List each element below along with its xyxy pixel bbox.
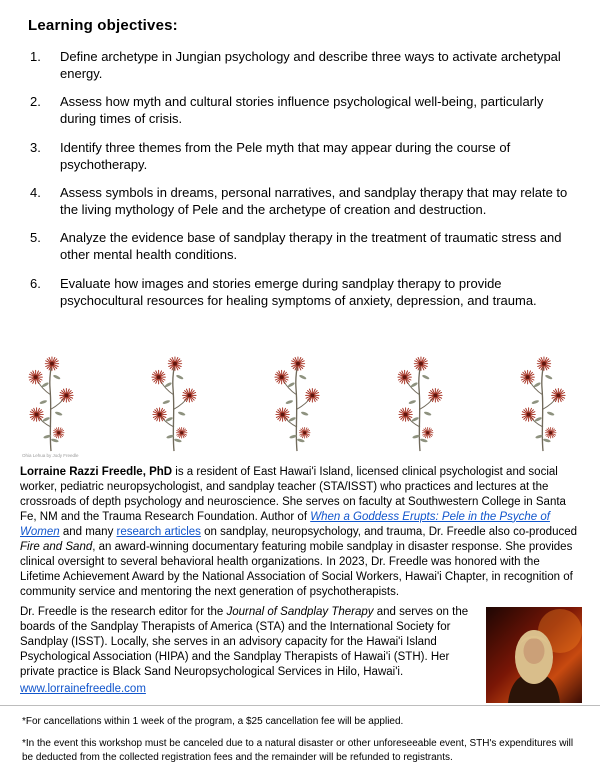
list-item [30, 229, 574, 263]
list-item-text: Evaluate how images and stories emerge during sandplay therapy to provide psychocultural resources for healing symptoms of anxiety, depression, and trauma. [60, 275, 537, 308]
list-item-text: Define archetype in Jungian psychology and describe three ways to activate archetypal energy. [60, 49, 561, 82]
lehua-flower-illustration [510, 356, 576, 452]
bio-paragraph-2-wrap [20, 605, 582, 697]
list-item-number: 2. [30, 94, 41, 110]
bio-text: , an award-winning documentary featuring mobile sandplay in disaster response. She provides clinical oversight to several behavioral health organizations. In 2023, Dr. Freedle was honored with the Lifetime Achievement Award by the National Association of Social Workers, Hawai'i Chapter, in recognition of community service and mentoring the next generation of psychotherapists. [20, 540, 573, 598]
lehua-flower-illustration [141, 356, 207, 452]
website-link[interactable]: www.lorrainefreedle.com [20, 683, 146, 696]
list-item-text: Identify three themes from the Pele myth that may appear during the course of psychotherapy. [60, 139, 511, 172]
list-item-number: 3. [30, 139, 41, 155]
bio-text: Dr. Freedle is the research editor for the [20, 606, 227, 619]
journal-title: Journal of Sandplay Therapy [226, 606, 374, 619]
lehua-flower-row [18, 352, 576, 458]
lehua-flower-illustration [264, 356, 330, 452]
bio-text: and many [59, 525, 117, 538]
list-item [30, 139, 574, 173]
lehua-flower-illustration [18, 356, 84, 452]
author-name: Lorraine Razzi Freedle, PhD [20, 466, 173, 478]
list-item-number: 1. [30, 49, 41, 64]
list-item-text: Assess symbols in dreams, personal narratives, and sandplay therapy that may relate to the living mythology of Pele and the archetype of creation and destruction. [60, 184, 568, 218]
list-item-text: Assess how myth and cultural stories influence psychological well-being, particularly during times of crisis. [60, 94, 544, 127]
cancellation-footnote: *For cancellations within 1 week of the program, a $25 cancellation fee will be applied. [22, 715, 404, 727]
documentary-title: Fire and Sand [20, 540, 93, 553]
page-title: Learning objectives: [28, 17, 178, 34]
list-item [30, 93, 574, 127]
footer-notes [0, 705, 600, 776]
list-item [30, 184, 574, 218]
list-item-number: 5. [30, 230, 41, 246]
research-articles-link[interactable]: research articles [116, 525, 201, 538]
disaster-policy-footnote: *In the event this workshop must be canceled due to a natural disaster or other unforeseeable event, STH's expenditures will be deducted from the collected registration fees and the remainder will be refunded to registrants. [22, 738, 574, 763]
list-item-text: Analyze the evidence base of sandplay therapy in the treatment of traumatic stress and other mental health conditions. [60, 230, 562, 263]
list-item [30, 275, 574, 309]
list-item [30, 48, 574, 82]
author-bio [20, 465, 582, 707]
bio-text: on sandplay, neuropsychology, and trauma, Dr. Freedle also co-produced [200, 525, 578, 538]
bio-text: is a resident of East Hawai'i Island, licensed clinical psychologist and social worker, pediatric neuropsychologist, and sandplay teacher (STA/ISST) who practices and lectures at the crossroads of depth psychology and neuroscience. She serves on faculty at Southwestern College in Santa Fe, NM and the Trauma Research Foundation. Author of [20, 466, 566, 523]
author-photo [486, 607, 582, 703]
bio-text: and serves on the boards of the Sandplay Therapists of America (STA) and the International Society for Sandplay (ISST). Locally, she serves in an advisory capacity for the Hawai'i Island Psychological Association (HIPA) and the Sandplay Therapists of Hawai'i (STH). Her private practice is Black Sand Neuropsychological Services in Hilo, Hawai'i. [20, 606, 469, 679]
lehua-flower-illustration [387, 356, 453, 452]
bio-paragraph-1 [20, 465, 582, 599]
book-title-link[interactable]: When a Goddess Erupts: Pele in the Psyche of Women [20, 510, 550, 538]
learning-objectives-list [30, 48, 574, 320]
illustration-credit: Ohia Lehua by Jody Freedle [22, 453, 79, 458]
list-item-number: 4. [30, 184, 41, 200]
list-item-number: 6. [30, 275, 41, 291]
